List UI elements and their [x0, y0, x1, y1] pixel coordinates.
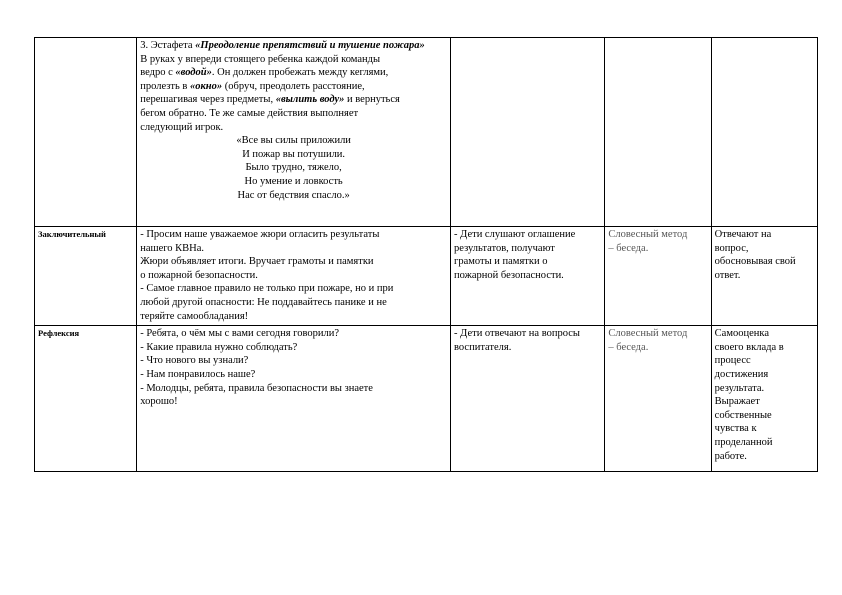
method-cell — [605, 326, 711, 472]
paragraph-line: – беседа. — [608, 242, 649, 254]
paragraph-line: теряйте самообладания! — [140, 310, 249, 322]
paragraph-line: работе. — [714, 450, 747, 462]
paragraph-line: перешагивая через предметы, «вылить воду» и вернуться — [140, 94, 400, 106]
poem-line: «Все вы силы приложили — [236, 135, 351, 147]
result-cell — [711, 326, 817, 472]
paragraph-line: Самооценка — [714, 328, 769, 340]
children-activity-cell — [451, 227, 605, 326]
paragraph-line: грамоты и памятки о — [454, 256, 548, 268]
paragraph-line: пожарной безопасности. — [454, 269, 564, 281]
paragraph-line: собственные — [714, 409, 772, 421]
method-cell — [605, 227, 711, 326]
paragraph-line: - Ребята, о чём мы с вами сегодня говорили? — [140, 328, 339, 340]
stage-cell — [35, 326, 137, 472]
table-row — [35, 227, 818, 326]
teacher-activity-cell — [137, 227, 451, 326]
paragraph-line: Жюри объявляет итоги. Вручает грамоты и памятки — [140, 256, 374, 268]
paragraph-line: - Что нового вы узнали? — [140, 355, 249, 367]
paragraph-line: Выражает — [714, 396, 760, 408]
paragraph-line: обосновывая свой — [714, 256, 796, 268]
paragraph-line: следующий игрок. — [140, 121, 224, 133]
paragraph-line: ответ. — [714, 269, 741, 281]
paragraph-line: чувства к — [714, 423, 757, 435]
poem-line: И пожар вы потушили. — [242, 148, 346, 160]
poem-line: Но умение и ловкость — [244, 175, 343, 187]
paragraph-line: - Дети отвечают на вопросы — [454, 328, 580, 340]
paragraph-line: Отвечают на — [714, 229, 772, 240]
paragraph-line: – беседа. — [608, 341, 649, 353]
paragraph-line: результатов, получают — [454, 242, 555, 254]
paragraph-line: достижения — [714, 368, 769, 380]
paragraph-line: воспитателя. — [454, 341, 512, 353]
paragraph-line: нашего КВНа. — [140, 242, 205, 254]
teacher-activity-cell — [137, 38, 451, 227]
paragraph-line: проделанной — [714, 436, 773, 448]
poem-line: Было трудно, тяжело, — [245, 162, 342, 174]
paragraph-line: Словесный метод — [608, 229, 688, 240]
paragraph-line: любой другой опасности: Не поддавайтесь панике и не — [140, 296, 387, 308]
paragraph-line: своего вклада в — [714, 341, 784, 353]
paragraph-line: - Молодцы, ребята, правила безопасности вы знаете — [140, 382, 373, 394]
stage-label: Заключительный — [38, 229, 106, 239]
table-row — [35, 38, 818, 227]
table-row — [35, 326, 818, 472]
paragraph-line: ведро с «водой». Он должен пробежать между кеглями, — [140, 67, 389, 79]
lesson-plan-table — [34, 37, 818, 472]
paragraph-line: - Самое главное правило не только при пожаре, но и при — [140, 283, 394, 295]
paragraph-line: бегом обратно. Те же самые действия выполняет — [140, 107, 359, 119]
paragraph-line: результата. — [714, 382, 765, 394]
paragraph-line: В руках у впереди стоящего ребенка каждой команды — [140, 53, 380, 65]
result-cell — [711, 38, 817, 227]
paragraph-line: - Дети слушают оглашение — [454, 229, 576, 240]
paragraph-line: - Просим наше уважаемое жюри огласить результаты — [140, 229, 380, 240]
teacher-activity-cell — [137, 326, 451, 472]
paragraph-line: процесс — [714, 355, 751, 367]
paragraph-line: пролезть в «окно» (обруч, преодолеть расстояние, — [140, 80, 365, 92]
method-cell — [605, 38, 711, 227]
paragraph-line: Словесный метод — [608, 328, 688, 340]
paragraph-line: вопрос, — [714, 242, 749, 254]
paragraph-line: - Какие правила нужно соблюдать? — [140, 341, 298, 353]
result-cell — [711, 227, 817, 326]
stage-label: Рефлексия — [38, 328, 80, 339]
paragraph-line: хорошо! — [140, 396, 178, 408]
stage-cell — [35, 227, 137, 326]
stage-cell — [35, 38, 137, 227]
relay-title: 3. Эстафета «Преодоление препятствий и тушение пожара» — [140, 40, 425, 51]
paragraph-line: - Нам понравилось наше? — [140, 368, 256, 380]
children-activity-cell — [451, 38, 605, 227]
children-activity-cell — [451, 326, 605, 472]
paragraph-line: о пожарной безопасности. — [140, 269, 258, 281]
poem-line: Нас от бедствия спасло.» — [237, 189, 350, 201]
